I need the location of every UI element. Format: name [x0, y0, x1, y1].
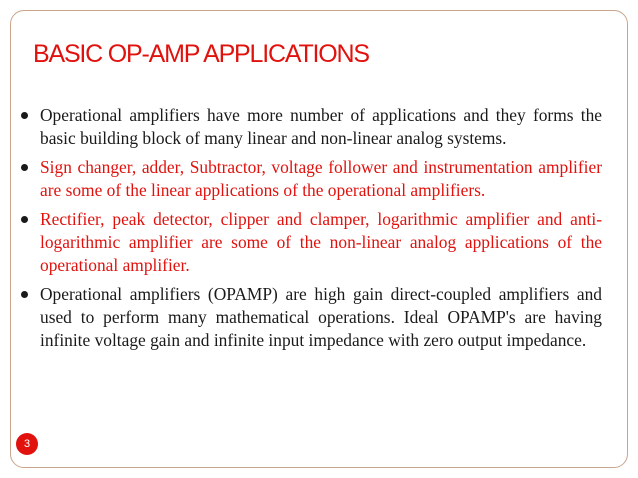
bullet-text-3: Rectifier, peak detector, clipper and clamper, logarithmic amplifier and anti-logarithmic amplifier are some of the non-linear analog applications of the operational amplifier.: [40, 209, 602, 275]
bullet-text-4: Operational amplifiers (OPAMP) are high gain direct-coupled amplifiers and used to perform many mathematical operations. Ideal OPAMP's are having infinite voltage gain and infinite input impedance with zero output impedance.: [40, 284, 602, 350]
slide-title: BASIC OP-AMP APPLICATIONS: [33, 40, 369, 68]
bullet-item-1: [20, 104, 602, 150]
bullet-text-1: Operational amplifiers have more number of applications and they forms the basic building block of many linear and non-linear analog systems.: [40, 105, 602, 148]
bullet-item-3: [20, 208, 602, 277]
bullet-text-2: Sign changer, adder, Subtractor, voltage follower and instrumentation amplifier are some of the linear applications of the operational amplifiers.: [40, 157, 602, 200]
bullet-item-2: [20, 156, 602, 202]
bullet-dot-icon: [21, 112, 28, 119]
bullet-dot-icon: [21, 291, 28, 298]
bullet-item-4: [20, 283, 602, 352]
bullet-dot-icon: [21, 216, 28, 223]
bullet-dot-icon: [21, 164, 28, 171]
page-number-badge: 3: [16, 433, 38, 455]
bullet-list: [20, 104, 602, 358]
